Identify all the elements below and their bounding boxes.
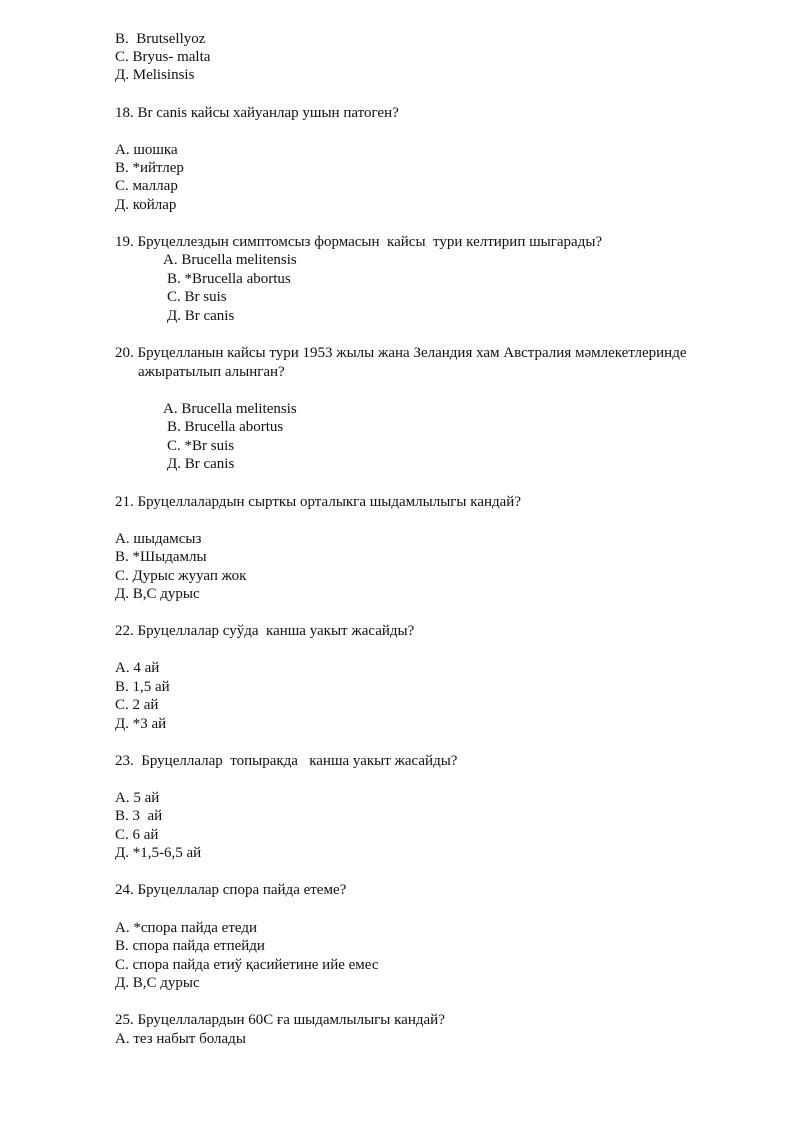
question-20-line-2: ажыратылып алынган? (138, 364, 285, 380)
question-18: 18. Br canis кайсы хайуанлар ушын патоген? (115, 105, 399, 121)
q18-option-d: Д. койлар (115, 197, 177, 213)
q18-option-a: A. шошка (115, 142, 178, 158)
q20-option-c: C. *Br suis (167, 438, 235, 454)
q22-option-b: B. 1,5 ай (115, 679, 170, 695)
q22-option-d: Д. *3 ай (115, 716, 167, 732)
question-22: 22. Бруцеллалар суўда канша уакыт жасайды? (115, 623, 415, 639)
q18-option-c: C. маллар (115, 178, 178, 194)
q19-option-a: A. Brucella melitensis (163, 252, 297, 268)
question-20-line-1: 20. Бруцелланын кайсы тури 1953 жылы жана Зеландия хам Австралия мәмлекетлеринде (115, 345, 687, 361)
carryover-option-d: Д. Melisinsis (115, 67, 195, 83)
q21-option-d: Д. B,C дурыс (115, 586, 200, 602)
carryover-option-b: B. Brutsellyoz (115, 31, 206, 47)
q21-option-c: C. Дурыс жууап жок (115, 568, 247, 584)
q25-option-a: A. тез набыт болады (115, 1031, 246, 1047)
q22-option-a: A. 4 ай (115, 660, 160, 676)
q21-option-b: B. *Шыдамлы (115, 549, 207, 565)
carryover-option-c: C. Bryus- malta (115, 49, 211, 65)
question-19: 19. Бруцеллездын симптомсыз формасын кайсы тури келтирип шыгарады? (115, 234, 603, 250)
q20-option-d: Д. Br canis (167, 456, 235, 472)
question-23: 23. Бруцеллалар топыракда канша уакыт жасайды? (115, 753, 458, 769)
q20-option-b: B. Brucella abortus (167, 419, 284, 435)
q24-option-d: Д. B,C дурыс (115, 975, 200, 991)
q19-option-d: Д. Br canis (167, 308, 235, 324)
q22-option-c: C. 2 ай (115, 697, 159, 713)
q23-option-a: A. 5 ай (115, 790, 160, 806)
q20-option-a: A. Brucella melitensis (163, 401, 297, 417)
q19-option-b: B. *Brucella abortus (167, 271, 291, 287)
question-21: 21. Бруцеллалардын сырткы орталыкга шыдамлылыгы кандай? (115, 494, 521, 510)
q19-option-c: C. Br suis (167, 289, 227, 305)
q24-option-c: C. спора пайда етиў қасийетине ийе емес (115, 957, 379, 973)
q18-option-b: B. *ийтлер (115, 160, 184, 176)
q21-option-a: A. шыдамсыз (115, 531, 202, 547)
question-24: 24. Бруцеллалар спора пайда етеме? (115, 882, 347, 898)
q24-option-a: A. *спора пайда етеди (115, 920, 258, 936)
q24-option-b: B. спора пайда етпейди (115, 938, 265, 954)
q23-option-b: B. 3 ай (115, 808, 163, 824)
question-25: 25. Бруцеллалардын 60С ға шыдамлылыгы кандай? (115, 1012, 445, 1028)
q23-option-d: Д. *1,5-6,5 ай (115, 845, 202, 861)
q23-option-c: C. 6 ай (115, 827, 159, 843)
